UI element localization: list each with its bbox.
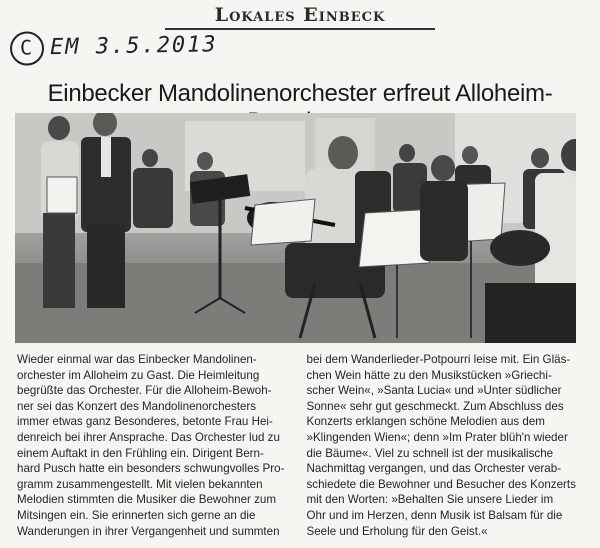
- article-column-2: bei dem Wanderlieder-Potpourri leise mit. Ein Gläs- chen Wein hätte zu den Musikstücken »Griechi- scher Wein«, »Santa Lucia« und »Unter südlicher Sonne« sehr gut geschmeckt. Zum Abschluss des Konzerts erklangen schöne Melodien aus dem »Klingenden Wien«; denn »Im Prater blüh'n wieder die Bäume«. Viel zu schnell ist der musikalische Nachmittag vergangen, und das Orchester verab- schiedete die Bewohner und Besucher des Konzerts mit den Worten: »Behalten Sie unsere Lieder im Ohr und im Herzen, denn Musik ist Balsam für die Seele und Erholung für den Geist.«: [306, 353, 576, 538]
- section-title: Lokales Einbeck: [214, 4, 386, 26]
- orchestra-photo-illustration: [15, 113, 576, 343]
- handwritten-date-note: [10, 28, 218, 66]
- handwritten-date: EM 3.5.2013: [49, 32, 218, 61]
- article-column-1: Wieder einmal war das Einbecker Mandolinen- orchester im Alloheim zu Gast. Die Heimleitung begrüßte das Orchester. Für die Alloheim-Bewoh- ner sei das Konzert des Mandolinenorchesters immer etwas ganz Besonderes, betonte Frau Hei- denreich bei ihrer Ansprache. Das Orchester lud zu einem Auftakt in den Frühling ein. Dirigent Bern- hard Pusch hatte ein besonders schwungvolles Pro- gramm zusammengestellt. Mit vielen bekannten Melodien stimmten die Musiker die Bewohner zum Mitsingen ein. Sie erinnerten sich gerne an die Wanderungen in ihrer Vergangenheit und summten: [17, 353, 285, 538]
- orchestra-photo: [15, 113, 576, 343]
- copyright-circle-icon: C: [10, 31, 45, 66]
- article-body: [17, 352, 582, 539]
- article-headline: Einbecker Mandolinenorchester erfreut Alloheim-: [47, 80, 553, 107]
